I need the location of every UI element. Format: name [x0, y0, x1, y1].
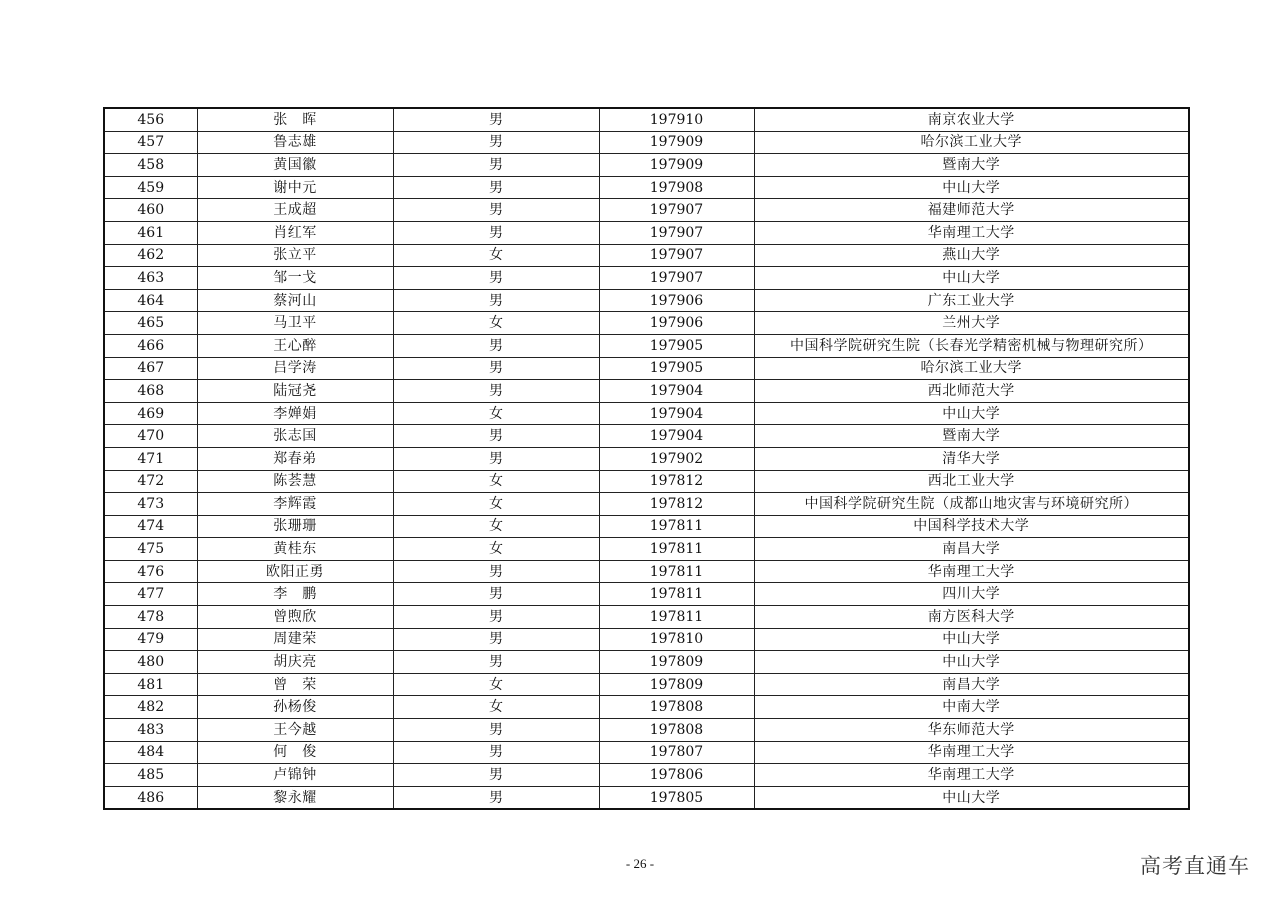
row-index-cell: 485: [104, 764, 197, 787]
institution-cell: 华南理工大学: [754, 764, 1189, 787]
name-cell: 卢锦钟: [197, 764, 393, 787]
birth-date-cell: 197808: [599, 719, 754, 742]
gender-cell: 男: [393, 108, 599, 131]
birth-date-cell: 197909: [599, 131, 754, 154]
birth-date-cell: 197906: [599, 312, 754, 335]
row-index-cell: 466: [104, 334, 197, 357]
row-index-cell: 474: [104, 515, 197, 538]
row-index-cell: 460: [104, 199, 197, 222]
name-cell: 谢中元: [197, 176, 393, 199]
row-index-cell: 478: [104, 606, 197, 629]
table-row: [104, 425, 1189, 448]
table-row: [104, 334, 1189, 357]
birth-date-cell: 197811: [599, 583, 754, 606]
name-cell: 胡庆亮: [197, 651, 393, 674]
birth-date-cell: 197808: [599, 696, 754, 719]
name-cell: 马卫平: [197, 312, 393, 335]
row-index-cell: 468: [104, 380, 197, 403]
name-cell: 陆冠尧: [197, 380, 393, 403]
table-row: [104, 244, 1189, 267]
gender-cell: 男: [393, 447, 599, 470]
institution-cell: 中山大学: [754, 267, 1189, 290]
gender-cell: 男: [393, 741, 599, 764]
birth-date-cell: 197806: [599, 764, 754, 787]
institution-cell: 燕山大学: [754, 244, 1189, 267]
birth-date-cell: 197811: [599, 538, 754, 561]
row-index-cell: 461: [104, 221, 197, 244]
name-cell: 邹一戈: [197, 267, 393, 290]
name-cell: 张立平: [197, 244, 393, 267]
birth-date-cell: 197907: [599, 244, 754, 267]
gender-cell: 男: [393, 606, 599, 629]
table-row: [104, 583, 1189, 606]
name-cell: 黄国徽: [197, 154, 393, 177]
institution-cell: 西北工业大学: [754, 470, 1189, 493]
gender-cell: 男: [393, 628, 599, 651]
row-index-cell: 483: [104, 719, 197, 742]
table-row: [104, 696, 1189, 719]
institution-cell: 暨南大学: [754, 154, 1189, 177]
gender-cell: 女: [393, 696, 599, 719]
gender-cell: 男: [393, 583, 599, 606]
birth-date-cell: 197909: [599, 154, 754, 177]
gender-cell: 女: [393, 312, 599, 335]
birth-date-cell: 197905: [599, 334, 754, 357]
name-cell: 曾煦欣: [197, 606, 393, 629]
institution-cell: 清华大学: [754, 447, 1189, 470]
row-index-cell: 458: [104, 154, 197, 177]
gender-cell: 男: [393, 334, 599, 357]
birth-date-cell: 197907: [599, 199, 754, 222]
gender-cell: 女: [393, 244, 599, 267]
row-index-cell: 456: [104, 108, 197, 131]
row-index-cell: 482: [104, 696, 197, 719]
gender-cell: 女: [393, 515, 599, 538]
institution-cell: 中山大学: [754, 402, 1189, 425]
table-row: [104, 764, 1189, 787]
name-cell: 李辉霞: [197, 493, 393, 516]
table-row: [104, 199, 1189, 222]
gender-cell: 男: [393, 764, 599, 787]
institution-cell: 中国科学院研究生院（长春光学精密机械与物理研究所）: [754, 334, 1189, 357]
table-row: [104, 628, 1189, 651]
row-index-cell: 472: [104, 470, 197, 493]
gender-cell: 女: [393, 402, 599, 425]
institution-cell: 中南大学: [754, 696, 1189, 719]
birth-date-cell: 197907: [599, 267, 754, 290]
roster-table: [103, 107, 1190, 810]
birth-date-cell: 197809: [599, 651, 754, 674]
birth-date-cell: 197902: [599, 447, 754, 470]
institution-cell: 西北师范大学: [754, 380, 1189, 403]
institution-cell: 中山大学: [754, 628, 1189, 651]
row-index-cell: 462: [104, 244, 197, 267]
birth-date-cell: 197908: [599, 176, 754, 199]
name-cell: 欧阳正勇: [197, 560, 393, 583]
name-cell: 陈荟慧: [197, 470, 393, 493]
name-cell: 张志国: [197, 425, 393, 448]
table-row: [104, 131, 1189, 154]
name-cell: 蔡河山: [197, 289, 393, 312]
table-row: [104, 493, 1189, 516]
row-index-cell: 479: [104, 628, 197, 651]
row-index-cell: 465: [104, 312, 197, 335]
table-row: [104, 357, 1189, 380]
institution-cell: 华南理工大学: [754, 221, 1189, 244]
institution-cell: 南京农业大学: [754, 108, 1189, 131]
name-cell: 郑春弟: [197, 447, 393, 470]
birth-date-cell: 197907: [599, 221, 754, 244]
name-cell: 张珊珊: [197, 515, 393, 538]
row-index-cell: 473: [104, 493, 197, 516]
table-row: [104, 108, 1189, 131]
roster-table-body: [104, 108, 1189, 809]
institution-cell: 南昌大学: [754, 538, 1189, 561]
institution-cell: 中国科学院研究生院（成都山地灾害与环境研究所）: [754, 493, 1189, 516]
row-index-cell: 464: [104, 289, 197, 312]
gender-cell: 男: [393, 357, 599, 380]
birth-date-cell: 197904: [599, 425, 754, 448]
table-row: [104, 289, 1189, 312]
birth-date-cell: 197904: [599, 402, 754, 425]
name-cell: 黎永耀: [197, 786, 393, 809]
birth-date-cell: 197810: [599, 628, 754, 651]
table-row: [104, 560, 1189, 583]
birth-date-cell: 197906: [599, 289, 754, 312]
institution-cell: 哈尔滨工业大学: [754, 131, 1189, 154]
table-row: [104, 221, 1189, 244]
table-row: [104, 380, 1189, 403]
institution-cell: 华东师范大学: [754, 719, 1189, 742]
row-index-cell: 470: [104, 425, 197, 448]
gender-cell: 男: [393, 267, 599, 290]
institution-cell: 中山大学: [754, 651, 1189, 674]
name-cell: 肖红军: [197, 221, 393, 244]
table-row: [104, 515, 1189, 538]
name-cell: 王心醉: [197, 334, 393, 357]
row-index-cell: 463: [104, 267, 197, 290]
row-index-cell: 481: [104, 673, 197, 696]
birth-date-cell: 197812: [599, 470, 754, 493]
birth-date-cell: 197811: [599, 560, 754, 583]
name-cell: 何 俊: [197, 741, 393, 764]
name-cell: 李 鹏: [197, 583, 393, 606]
institution-cell: 中山大学: [754, 176, 1189, 199]
name-cell: 孙杨俊: [197, 696, 393, 719]
table-row: [104, 538, 1189, 561]
gender-cell: 女: [393, 673, 599, 696]
birth-date-cell: 197811: [599, 515, 754, 538]
watermark-text: 高考直通车: [1140, 854, 1250, 878]
birth-date-cell: 197904: [599, 380, 754, 403]
name-cell: 吕学涛: [197, 357, 393, 380]
name-cell: 王成超: [197, 199, 393, 222]
table-row: [104, 741, 1189, 764]
table-row: [104, 673, 1189, 696]
row-index-cell: 471: [104, 447, 197, 470]
institution-cell: 华南理工大学: [754, 560, 1189, 583]
gender-cell: 女: [393, 470, 599, 493]
table-row: [104, 447, 1189, 470]
institution-cell: 中山大学: [754, 786, 1189, 809]
row-index-cell: 477: [104, 583, 197, 606]
gender-cell: 男: [393, 786, 599, 809]
row-index-cell: 475: [104, 538, 197, 561]
table-row: [104, 312, 1189, 335]
row-index-cell: 486: [104, 786, 197, 809]
gender-cell: 男: [393, 154, 599, 177]
gender-cell: 男: [393, 651, 599, 674]
gender-cell: 男: [393, 380, 599, 403]
birth-date-cell: 197811: [599, 606, 754, 629]
table-row: [104, 786, 1189, 809]
institution-cell: 兰州大学: [754, 312, 1189, 335]
institution-cell: 广东工业大学: [754, 289, 1189, 312]
gender-cell: 男: [393, 289, 599, 312]
table-row: [104, 154, 1189, 177]
birth-date-cell: 197905: [599, 357, 754, 380]
institution-cell: 中国科学技术大学: [754, 515, 1189, 538]
gender-cell: 女: [393, 538, 599, 561]
table-row: [104, 176, 1189, 199]
institution-cell: 南昌大学: [754, 673, 1189, 696]
birth-date-cell: 197812: [599, 493, 754, 516]
gender-cell: 男: [393, 560, 599, 583]
gender-cell: 女: [393, 493, 599, 516]
gender-cell: 男: [393, 199, 599, 222]
table-row: [104, 651, 1189, 674]
row-index-cell: 484: [104, 741, 197, 764]
name-cell: 黄桂东: [197, 538, 393, 561]
table-row: [104, 402, 1189, 425]
name-cell: 王今越: [197, 719, 393, 742]
row-index-cell: 459: [104, 176, 197, 199]
table-row: [104, 719, 1189, 742]
name-cell: 周建荣: [197, 628, 393, 651]
birth-date-cell: 197809: [599, 673, 754, 696]
name-cell: 鲁志雄: [197, 131, 393, 154]
institution-cell: 华南理工大学: [754, 741, 1189, 764]
name-cell: 张 晖: [197, 108, 393, 131]
table-row: [104, 267, 1189, 290]
gender-cell: 男: [393, 221, 599, 244]
birth-date-cell: 197910: [599, 108, 754, 131]
gender-cell: 男: [393, 425, 599, 448]
institution-cell: 福建师范大学: [754, 199, 1189, 222]
row-index-cell: 467: [104, 357, 197, 380]
institution-cell: 暨南大学: [754, 425, 1189, 448]
institution-cell: 四川大学: [754, 583, 1189, 606]
institution-cell: 哈尔滨工业大学: [754, 357, 1189, 380]
page-number: - 26 -: [625, 856, 655, 871]
table-row: [104, 470, 1189, 493]
name-cell: 李婵娟: [197, 402, 393, 425]
row-index-cell: 457: [104, 131, 197, 154]
gender-cell: 男: [393, 131, 599, 154]
gender-cell: 男: [393, 176, 599, 199]
name-cell: 曾 荣: [197, 673, 393, 696]
row-index-cell: 480: [104, 651, 197, 674]
birth-date-cell: 197805: [599, 786, 754, 809]
institution-cell: 南方医科大学: [754, 606, 1189, 629]
table-row: [104, 606, 1189, 629]
birth-date-cell: 197807: [599, 741, 754, 764]
row-index-cell: 476: [104, 560, 197, 583]
gender-cell: 男: [393, 719, 599, 742]
row-index-cell: 469: [104, 402, 197, 425]
